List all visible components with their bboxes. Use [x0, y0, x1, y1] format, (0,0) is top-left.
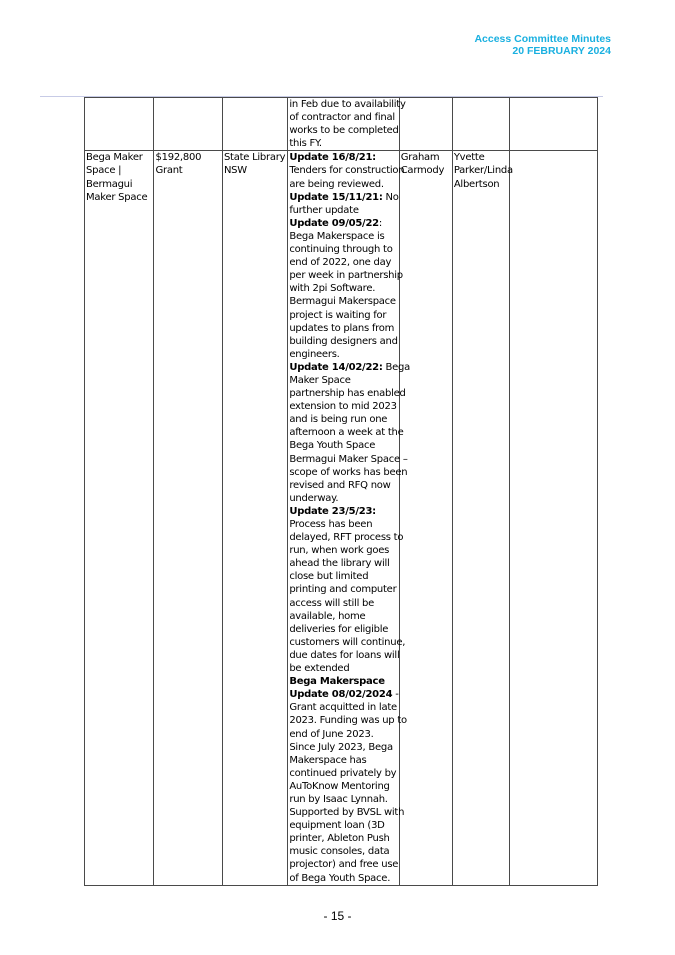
table-row-continuation — [85, 98, 598, 151]
update-heading: Update 15/11/21: — [289, 191, 383, 203]
page-number: - 15 - — [323, 909, 352, 923]
update-text-line: music consoles, data — [289, 846, 390, 858]
update-text-line: Makerspace has — [289, 754, 367, 766]
cell-source — [222, 151, 287, 885]
update-text-line: further update — [289, 204, 359, 216]
table-row-bega-maker-space — [85, 151, 598, 885]
update-heading: Update 08/02/2024 — [289, 689, 393, 701]
update-text-line: updates to plans from — [289, 322, 395, 334]
update-text-line: printing and computer — [289, 584, 397, 596]
cell-contact — [452, 151, 513, 885]
update-heading: Update 09/05/22 — [289, 217, 379, 229]
update-heading: Update 23/5/23: — [289, 505, 376, 517]
contact-line: Albertson — [453, 178, 500, 190]
update-text-line: Update 09/05/22: — [289, 217, 382, 229]
funding-line: $192,800 — [155, 152, 202, 164]
update-text-line: ahead the library will — [289, 558, 390, 570]
update-text-line — [289, 675, 397, 688]
update-heading: Update 16/8/21: — [289, 152, 376, 164]
update-text-line: partnership has enabled — [289, 388, 406, 400]
cell-status — [510, 151, 598, 885]
project-name-line: Space | — [86, 165, 122, 177]
project-name-line: Bega Maker — [86, 152, 143, 164]
update-text-line: per week in partnership — [289, 270, 403, 282]
update-text-line: with 2pi Software. — [289, 283, 376, 295]
update-text-line: close but limited — [289, 571, 369, 583]
cell-funding — [154, 98, 222, 151]
contact-line: Parker/Linda — [453, 165, 513, 177]
document-date: 20 FEBRUARY 2024 — [512, 45, 611, 57]
responsible-officer-line: Graham — [400, 152, 440, 164]
update-text-line: Bermagui Makerspace — [289, 296, 396, 308]
update-text-line: continued privately by — [289, 767, 397, 779]
cell-source — [222, 98, 287, 151]
update-text-line: this FY. — [289, 138, 322, 150]
update-text-line: delayed, RFT process to — [289, 532, 404, 544]
update-text-line: of Bega Youth Space. — [289, 872, 391, 884]
responsible-officer-line: Carmody — [400, 165, 445, 177]
cell-update — [288, 98, 406, 151]
update-text-line: Process has been — [289, 519, 373, 530]
update-text-line: Grant acquitted in late — [289, 702, 397, 714]
update-text-line: revised and RFQ now — [289, 479, 391, 491]
update-text-line: building designers and — [289, 335, 398, 347]
update-heading: Update 14/02/22: — [289, 361, 383, 373]
update-text-line — [289, 151, 397, 164]
cell-project — [85, 151, 154, 885]
update-text-line: printer, Ableton Push — [289, 833, 390, 845]
update-text-line: are being reviewed. — [289, 178, 384, 190]
project-name-line: Bermagui — [86, 178, 133, 190]
cell-funding — [154, 151, 222, 885]
update-text-line: continuing through to — [289, 244, 393, 256]
update-text-line: and is being run one — [289, 414, 388, 426]
update-text-line: end of June 2023. — [289, 728, 374, 740]
update-text-line: Update 15/11/21: No — [289, 191, 399, 203]
update-text-line: scope of works has been — [289, 466, 408, 478]
cell-contact — [452, 98, 509, 151]
update-text-line: projector) and free use — [289, 859, 399, 871]
update-text-line: project is waiting for — [289, 309, 387, 321]
update-text-line: run, when work goes — [289, 545, 390, 557]
update-text-line: Since July 2023, Bega — [289, 741, 393, 753]
update-text-line: due dates for loans will — [289, 649, 400, 661]
update-text-line: Maker Space — [289, 374, 351, 386]
update-text-line: extension to mid 2023 — [289, 401, 397, 413]
update-text-line: end of 2022, one day — [289, 257, 392, 269]
update-heading: Bega Makerspace — [289, 676, 385, 688]
update-text-line: of contractor and final — [289, 112, 395, 124]
funding-source-line: State Library — [223, 152, 286, 164]
contact-line: Yvette — [453, 152, 485, 164]
document-title: Access Committee Minutes — [474, 33, 611, 45]
update-text-line: Bega Youth Space — [289, 440, 376, 452]
project-name-line: Maker Space — [86, 191, 148, 203]
update-text-line: works to be completed — [289, 125, 399, 137]
update-text-line: in Feb due to availability — [289, 99, 406, 110]
update-text-line: Update 14/02/22: Bega — [289, 361, 411, 373]
update-text-line: underway. — [289, 492, 339, 504]
update-text-line: Bermagui Maker Space – — [289, 453, 408, 465]
action-items-table — [84, 97, 598, 886]
update-text-line: 2023. Funding was up to — [289, 715, 407, 727]
update-text-line: AuToKnow Mentoring — [289, 780, 390, 792]
funding-source-line: NSW — [223, 165, 247, 177]
update-text-line: available, home — [289, 610, 366, 622]
update-text-line: Supported by BVSL with — [289, 807, 405, 819]
update-text-line: afternoon a week at the — [289, 427, 404, 439]
update-text-line: deliveries for eligible — [289, 623, 389, 635]
cell-owner — [399, 98, 452, 151]
update-text-line — [289, 505, 397, 518]
cell-owner — [399, 151, 452, 885]
funding-line: Grant — [155, 165, 183, 177]
update-text-line: customers will continue, — [289, 636, 406, 648]
update-text-line: run by Isaac Lynnah. — [289, 793, 388, 805]
update-text-line: Tenders for construction — [289, 165, 405, 177]
cell-project — [85, 98, 154, 151]
cell-update — [288, 151, 411, 885]
update-text-line: engineers. — [289, 348, 340, 360]
update-text-line: Bega Makerspace is — [289, 230, 385, 242]
update-text-line: be extended — [289, 663, 350, 675]
update-text-line: Update 08/02/2024 - — [289, 689, 399, 701]
update-text-line: equipment loan (3D — [289, 820, 385, 832]
cell-status — [510, 98, 598, 151]
update-text-line: access will still be — [289, 597, 375, 609]
